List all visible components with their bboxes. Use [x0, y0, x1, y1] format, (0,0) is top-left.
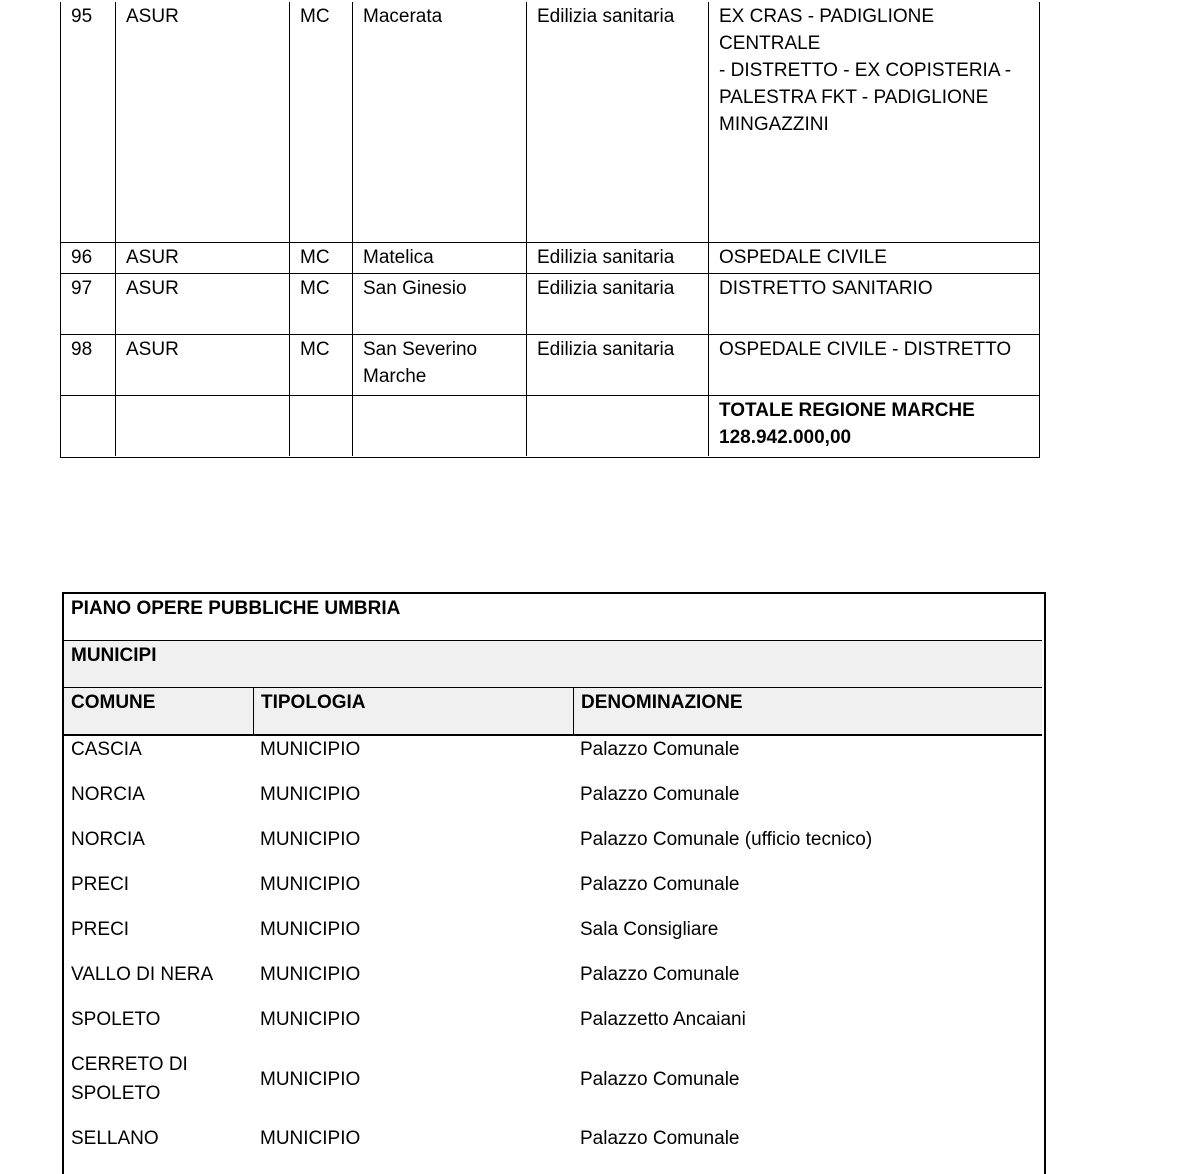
denominazione-cell: Palazzetto Ancaiani: [580, 1009, 746, 1030]
empty-cell: [61, 396, 116, 456]
provincia-cell: MC: [290, 243, 353, 273]
table-row: [64, 870, 1042, 915]
comune-cell: NORCIA: [71, 784, 145, 805]
tipologia-cell: MUNICIPIO: [260, 964, 361, 985]
marche-table: [60, 2, 1040, 458]
ente-cell: ASUR: [116, 274, 290, 334]
denominazione-cell: EX CRAS - PADIGLIONE CENTRALE - DISTRETTO - EX COPISTERIA - PALESTRA FKT - PADIGLIONE MINGAZZINI: [719, 6, 1012, 135]
table-row: [64, 825, 1042, 870]
denominazione-cell: OSPEDALE CIVILE - DISTRETTO: [719, 339, 1012, 360]
table-row: [61, 274, 1039, 335]
provincia-cell: MC: [290, 335, 353, 395]
comune-cell: SPOLETO: [71, 1009, 161, 1030]
denominazione-cell: Palazzo Comunale: [580, 739, 740, 760]
comune-cell: NORCIA: [71, 829, 145, 850]
denominazione-cell: Palazzo Comunale: [580, 964, 740, 985]
table-row: [61, 2, 1039, 243]
tipologia-cell: Edilizia sanitaria: [527, 243, 709, 273]
ente-cell: ASUR: [116, 2, 290, 242]
denominazione-cell: Palazzo Comunale: [580, 874, 740, 895]
provincia-cell: MC: [290, 274, 353, 334]
comune-cell: San Ginesio: [353, 274, 527, 334]
denominazione-cell: Palazzo Comunale: [580, 1128, 740, 1149]
comune-cell: Macerata: [353, 2, 527, 242]
row-number: 95: [61, 2, 116, 242]
table-row: [64, 735, 1042, 780]
empty-cell: [116, 396, 290, 456]
column-header-comune: COMUNE: [71, 692, 156, 713]
comune-cell: CASCIA: [71, 739, 142, 760]
comune-cell: SELLANO: [71, 1128, 159, 1149]
denominazione-cell: Sala Consigliare: [580, 919, 719, 940]
total-row: [61, 396, 1039, 456]
row-number: 96: [61, 243, 116, 273]
tipologia-cell: MUNICIPIO: [260, 784, 361, 805]
comune-cell: CERRETO DI SPOLETO: [71, 1054, 188, 1104]
tipologia-cell: MUNICIPIO: [260, 1009, 361, 1030]
umbria-table: [62, 592, 1046, 1174]
total-cell: TOTALE REGIONE MARCHE 128.942.000,00: [719, 400, 975, 448]
tipologia-cell: MUNICIPIO: [260, 829, 361, 850]
empty-cell: [290, 396, 353, 456]
row-number: 98: [61, 335, 116, 395]
comune-cell: Matelica: [353, 243, 527, 273]
table-row: [64, 1124, 1042, 1169]
comune-cell: PRECI: [71, 874, 130, 895]
tipologia-cell: MUNICIPIO: [260, 1128, 361, 1149]
table-row: [61, 243, 1039, 274]
comune-cell: San Severino Marche: [353, 335, 527, 395]
tipologia-cell: Edilizia sanitaria: [527, 335, 709, 395]
denominazione-cell: OSPEDALE CIVILE: [719, 247, 887, 268]
denominazione-cell: DISTRETTO SANITARIO: [719, 278, 933, 299]
table-title: PIANO OPERE PUBBLICHE UMBRIA: [64, 594, 1042, 641]
tipologia-cell: MUNICIPIO: [260, 919, 361, 940]
table-row: [64, 915, 1042, 960]
section-header: MUNICIPI: [64, 641, 1042, 688]
comune-cell: PRECI: [71, 919, 130, 940]
tipologia-cell: MUNICIPIO: [260, 874, 361, 895]
tipologia-cell: MUNICIPIO: [260, 1069, 361, 1090]
empty-cell: [527, 396, 709, 456]
column-header-denominazione: DENOMINAZIONE: [573, 688, 1042, 734]
table-row: [64, 1050, 1042, 1124]
ente-cell: ASUR: [116, 243, 290, 273]
column-header-tipologia: TIPOLOGIA: [253, 688, 573, 734]
empty-cell: [353, 396, 527, 456]
ente-cell: ASUR: [116, 335, 290, 395]
provincia-cell: MC: [290, 2, 353, 242]
denominazione-cell: Palazzo Comunale (ufficio tecnico): [580, 829, 873, 850]
comune-cell: VALLO DI NERA: [71, 964, 214, 985]
table-row: [64, 780, 1042, 825]
tipologia-cell: Edilizia sanitaria: [527, 274, 709, 334]
denominazione-cell: Palazzo Comunale: [580, 1069, 740, 1090]
tipologia-cell: MUNICIPIO: [260, 739, 361, 760]
table-row: [61, 335, 1039, 396]
table-row: [64, 960, 1042, 1005]
column-headers: [64, 688, 1042, 736]
table-row: [64, 1005, 1042, 1050]
tipologia-cell: Edilizia sanitaria: [527, 2, 709, 242]
denominazione-cell: Palazzo Comunale: [580, 784, 740, 805]
row-number: 97: [61, 274, 116, 334]
